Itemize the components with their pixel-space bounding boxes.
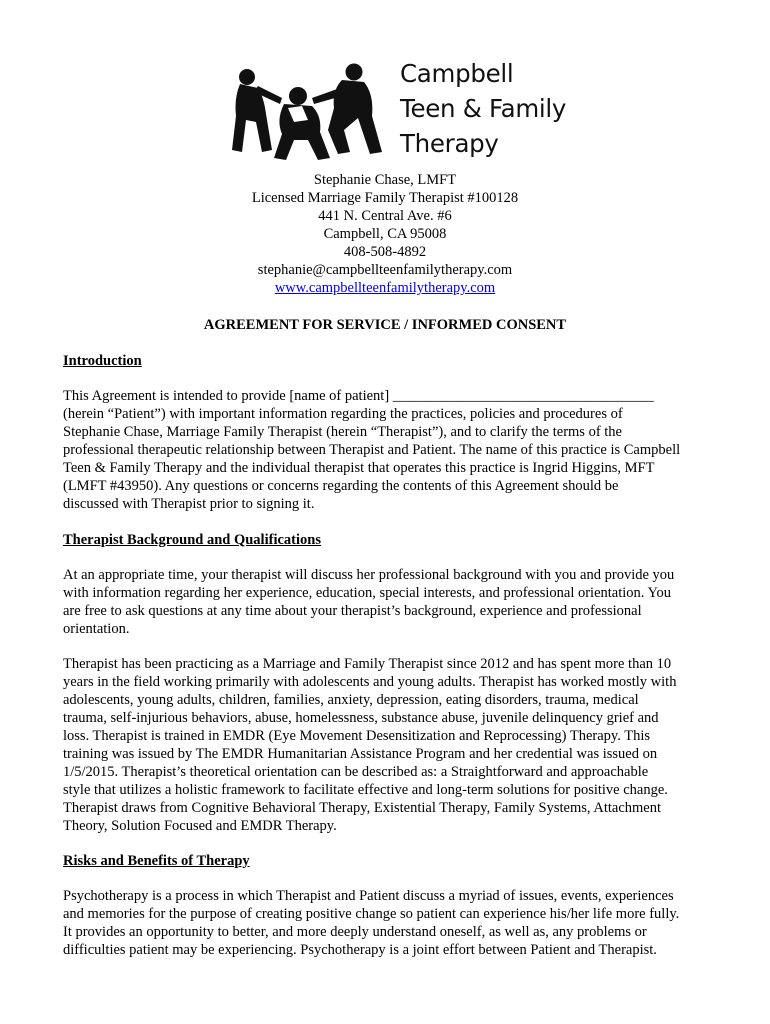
- paragraph-line: Therapist has been practicing as a Marriage and Family Therapist since 2012 and has spent more than 10: [63, 656, 672, 672]
- paragraph-line: Teen & Family Therapy and the individual therapist that operates this practice is Ingrid Higgins, MFT: [63, 460, 655, 476]
- paragraph-line: loss. Therapist is trained in EMDR (Eye Movement Desensitization and Reprocessing) Therapy. This: [63, 728, 651, 744]
- introduction-heading: Introduction: [63, 353, 142, 369]
- paragraph-line: Stephanie Chase, Marriage Family Therapist (herein “Therapist”), and to clarify the terms of the: [63, 424, 622, 440]
- paragraph-line: adolescents, young adults, children, families, anxiety, depression, eating disorders, trauma, medical: [63, 692, 639, 708]
- practice-logo: [228, 58, 578, 164]
- paragraph-line: At an appropriate time, your therapist will discuss her professional background with you and provide you: [63, 567, 675, 583]
- paragraph-line: years in the field working primarily with adolescents and young adults. Therapist has worked mostly with: [63, 674, 677, 690]
- paragraph-line: professional therapeutic relationship between Therapist and Patient. The name of this practice is Campbell: [63, 442, 681, 458]
- paragraph-line: discussed with Therapist prior to signing it.: [63, 496, 315, 512]
- family-figures-logo-icon: [228, 58, 393, 164]
- paragraph-line: This Agreement is intended to provide [name of patient] ____________________________________: [63, 388, 654, 404]
- paragraph-line: (herein “Patient”) with important information regarding the practices, policies and procedures of: [63, 406, 623, 422]
- paragraph-line: and memories for the purpose of creating positive change so patient can experience his/her life more fully.: [63, 906, 680, 922]
- paragraph-line: style that utilizes a holistic framework to facilitate effective and long-term solutions for positive change.: [63, 782, 668, 798]
- background-heading: Therapist Background and Qualifications: [63, 532, 321, 548]
- paragraph-line: It provides an opportunity to better, and more deeply understand oneself, as well as, any problems or: [63, 924, 647, 940]
- introduction-paragraph: [63, 387, 713, 513]
- paragraph-line: difficulties patient may be experiencing. Psychotherapy is a joint effort between Patient and Therapist.: [63, 942, 657, 958]
- paragraph-line: Theory, Solution Focused and EMDR Therapy.: [63, 818, 337, 834]
- paragraph-line: training was issued by The EMDR Humanitarian Assistance Program and her credential was issued on: [63, 746, 658, 762]
- address-line-2: Campbell, CA 95008: [323, 226, 447, 242]
- website-link[interactable]: www.campbellteenfamilytherapy.com: [274, 280, 496, 296]
- paragraph-line: Therapist draws from Cognitive Behavioral Therapy, Existential Therapy, Family Systems, Attachment: [63, 800, 661, 816]
- license-line: Licensed Marriage Family Therapist #100128: [251, 190, 519, 206]
- email-address: stephanie@campbellteenfamilytherapy.com: [257, 262, 513, 278]
- paragraph-line: trauma, self-injurious behaviors, abuse, homelessness, substance abuse, juvenile delinquency grief and: [63, 710, 659, 726]
- paragraph-line: Psychotherapy is a process in which Therapist and Patient discuss a myriad of issues, events, experiences: [63, 888, 674, 904]
- risks-paragraph: [63, 887, 713, 959]
- practice-name-line-2: Teen & Family: [400, 94, 567, 123]
- background-paragraph-2: [63, 655, 713, 835]
- document-title: AGREEMENT FOR SERVICE / INFORMED CONSENT: [203, 317, 567, 333]
- practice-name-line-3: Therapy: [400, 129, 499, 158]
- paragraph-line: (LMFT #43950). Any questions or concerns regarding the contents of this Agreement should be: [63, 478, 619, 494]
- practice-name-line-1: Campbell: [400, 59, 514, 88]
- paragraph-line: are free to ask questions at any time about your therapist’s background, experience and professional: [63, 603, 642, 619]
- therapist-name: Stephanie Chase, LMFT: [313, 172, 457, 188]
- paragraph-line: with information regarding her experience, education, special interests, and professional orientation. You: [63, 585, 672, 601]
- practice-name: [400, 56, 566, 161]
- address-line-1: 441 N. Central Ave. #6: [318, 208, 452, 224]
- paragraph-line: orientation.: [63, 621, 130, 637]
- paragraph-line: 1/5/2015. Therapist’s theoretical orientation can be described as: a Straightforward and approachable: [63, 764, 649, 780]
- contact-block: [0, 171, 770, 297]
- risks-heading: Risks and Benefits of Therapy: [63, 853, 250, 869]
- phone-number: 408-508-4892: [343, 244, 427, 260]
- background-paragraph-1: [63, 566, 713, 638]
